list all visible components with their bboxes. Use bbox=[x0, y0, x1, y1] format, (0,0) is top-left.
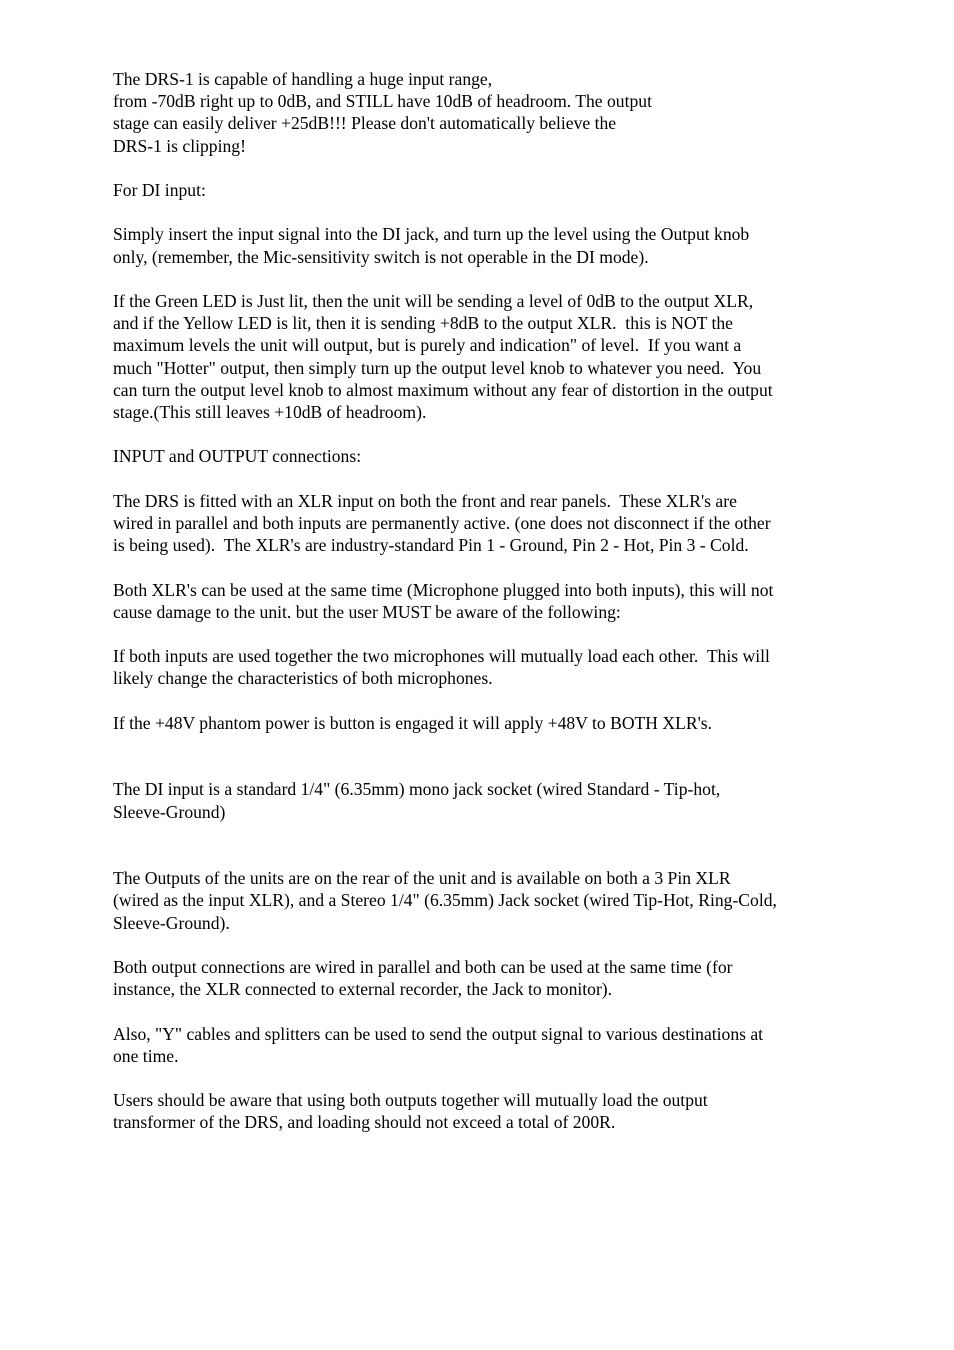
text-line: Sleeve-Ground). bbox=[113, 912, 230, 933]
text-line: stage can easily deliver +25dB!!! Please don't automatically believe the bbox=[113, 113, 617, 134]
text-line: The Outputs of the units are on the rear of the unit and is available on both a 3 Pin XLR bbox=[113, 868, 731, 889]
text-line: transformer of the DRS, and loading should not exceed a total of 200R. bbox=[113, 1112, 616, 1133]
paragraph bbox=[113, 956, 853, 1000]
text-line: wired in parallel and both inputs are permanently active. (one does not disconnect if the other bbox=[113, 512, 771, 533]
text-line: much "Hotter" output, then simply turn up the output level knob to whatever you need. You bbox=[113, 357, 762, 378]
paragraph bbox=[113, 1089, 853, 1133]
spacer bbox=[113, 756, 853, 778]
text-line: cause damage to the unit. but the user MUST be aware of the following: bbox=[113, 601, 621, 622]
text-line: is being used). The XLR's are industry-standard Pin 1 - Ground, Pin 2 - Hot, Pin 3 - Cold. bbox=[113, 535, 749, 556]
paragraph bbox=[113, 778, 853, 822]
text-line: Sleeve-Ground) bbox=[113, 801, 226, 822]
paragraph bbox=[113, 290, 853, 423]
paragraph bbox=[113, 445, 853, 467]
text-line: For DI input: bbox=[113, 180, 206, 200]
text-line: maximum levels the unit will output, but is purely and indication" of level. If you want a bbox=[113, 335, 742, 356]
text-line: one time. bbox=[113, 1045, 179, 1066]
text-line: only, (remember, the Mic-sensitivity switch is not operable in the DI mode). bbox=[113, 246, 649, 267]
paragraph bbox=[113, 645, 853, 689]
text-line: (wired as the input XLR), and a Stereo 1/4" (6.35mm) Jack socket (wired Tip-Hot, Ring-Cold, bbox=[113, 890, 777, 911]
text-line: and if the Yellow LED is lit, then it is sending +8dB to the output XLR. this is NOT the bbox=[113, 313, 733, 334]
text-line: The DRS-1 is capable of handling a huge input range, bbox=[113, 69, 493, 89]
text-line: instance, the XLR connected to external recorder, the Jack to monitor). bbox=[113, 979, 613, 1000]
text-line: Both output connections are wired in parallel and both can be used at the same time (for bbox=[113, 956, 733, 977]
text-line: Users should be aware that using both outputs together will mutually load the output bbox=[113, 1090, 708, 1111]
paragraph bbox=[113, 179, 853, 201]
text-line: If both inputs are used together the two microphones will mutually load each other. This will bbox=[113, 646, 770, 667]
paragraph bbox=[113, 490, 853, 557]
text-line: can turn the output level knob to almost maximum without any fear of distortion in the output bbox=[113, 379, 773, 400]
paragraph bbox=[113, 867, 853, 934]
paragraph bbox=[113, 579, 853, 623]
text-line: If the Green LED is Just lit, then the unit will be sending a level of 0dB to the output XLR, bbox=[113, 290, 754, 311]
text-line: likely change the characteristics of both microphones. bbox=[113, 668, 493, 689]
text-line: If the +48V phantom power is button is engaged it will apply +48V to BOTH XLR's. bbox=[113, 712, 712, 733]
text-line: Also, "Y" cables and splitters can be used to send the output signal to various destinations at bbox=[113, 1023, 764, 1044]
paragraph bbox=[113, 712, 853, 734]
text-line: Simply insert the input signal into the DI jack, and turn up the level using the Output knob bbox=[113, 224, 750, 245]
text-line: stage.(This still leaves +10dB of headroom). bbox=[113, 402, 427, 422]
text-line: DRS-1 is clipping! bbox=[113, 135, 246, 156]
text-line: The DI input is a standard 1/4" (6.35mm) mono jack socket (wired Standard - Tip-hot, bbox=[113, 779, 721, 800]
text-line: from -70dB right up to 0dB, and STILL have 10dB of headroom. The output bbox=[113, 91, 652, 112]
spacer bbox=[113, 845, 853, 867]
text-line: Both XLR's can be used at the same time (Microphone plugged into both inputs), this will not bbox=[113, 579, 774, 600]
paragraph bbox=[113, 223, 853, 267]
text-line: INPUT and OUTPUT connections: bbox=[113, 446, 362, 467]
paragraph bbox=[113, 1023, 853, 1067]
text-line: The DRS is fitted with an XLR input on both the front and rear panels. These XLR's are bbox=[113, 490, 737, 511]
document-page bbox=[113, 68, 853, 1156]
paragraph bbox=[113, 68, 853, 157]
